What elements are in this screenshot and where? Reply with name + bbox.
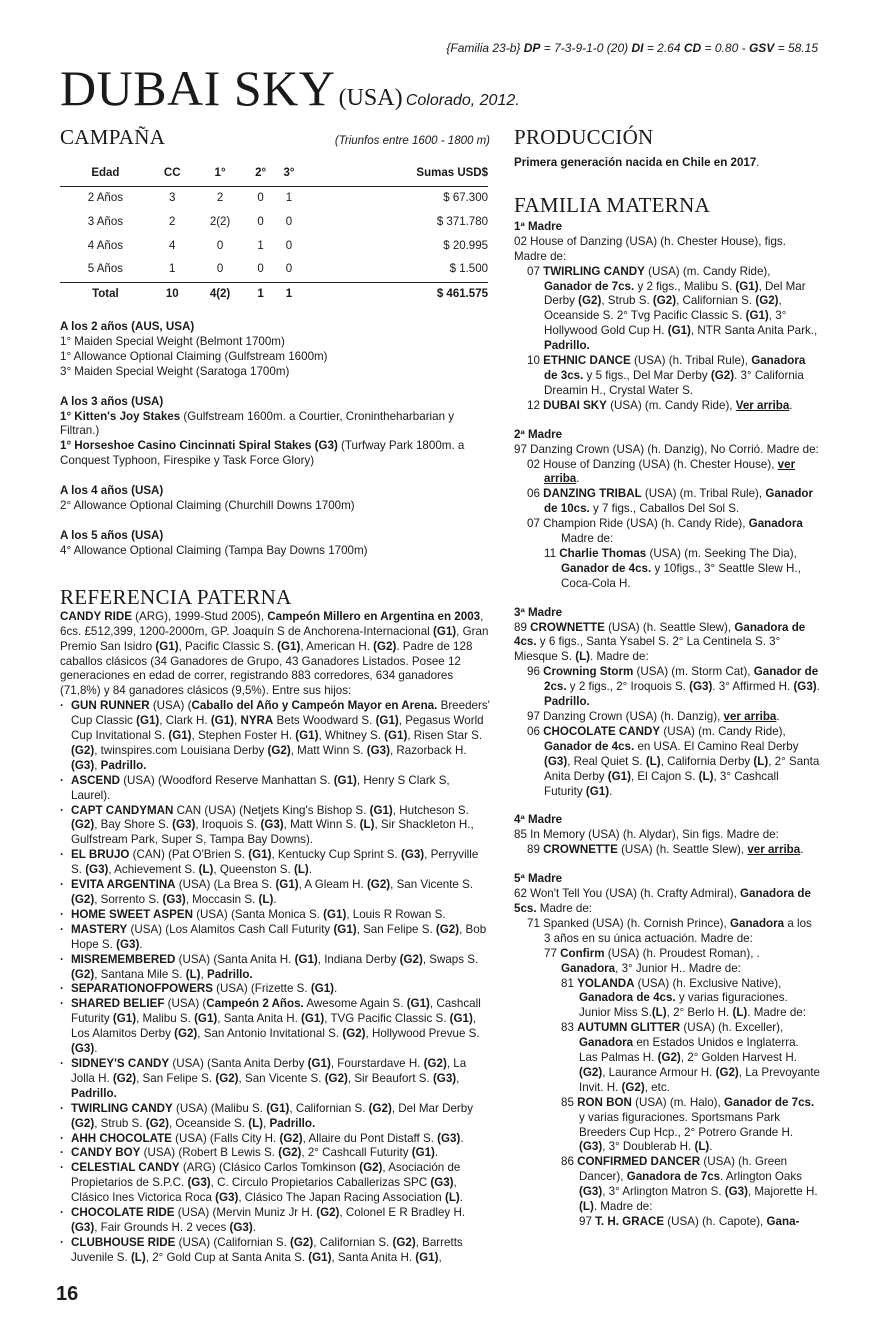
referencia-heading: REFERENCIA PATERNA xyxy=(60,584,292,609)
year-title: A los 5 años (USA) xyxy=(60,528,164,542)
madre-title: 1ª Madre xyxy=(514,219,563,233)
year-section xyxy=(60,395,490,470)
total-row xyxy=(60,282,488,306)
column-header: Edad xyxy=(91,167,120,180)
pedigree-line: 07 Champion Ride (USA) (h. Candy Ride), Ganadora xyxy=(527,517,803,531)
pedigree-line: 85 In Memory (USA) (h. Alydar), Sin figs. Madre de: xyxy=(514,828,779,842)
pedigree-line: 77 Confirm (USA) (h. Proudest Roman), . Ganadora, 3° Junior H.. Madre de: xyxy=(544,946,760,975)
familia-heading: FAMILIA MATERNA xyxy=(514,192,711,217)
madre-title: 3ª Madre xyxy=(514,605,563,619)
result-line: 1° Horseshoe Casino Cincinnati Spiral Stakes (G3) (Turfway Park 1800m. a Conquest Typhoon, Firespike y Task Force Glory) xyxy=(60,439,465,468)
sire-summary: CANDY RIDE (ARG), 1999-Stud 2005), Campeón Millero en Argentina en 2003, 6cs. £512,399, 1200-2000m, GP. Joaquín S de Anchorena-Internacional (G1), Gran Premio San Isidro (G1), Pacific Classic S. (G1), American H. (G2). Padre de 128 caballos clásicos (34 Ganadores de Grupo, 43 Ganadores Listados. Posee 12 generaciones en edad de correr, registrando 883 corredores, 634 ganadores (71,8%) y 84 ganadores clásicos (9,5%). Entre sus hijos: xyxy=(60,609,489,698)
offspring-item: · GUN RUNNER (USA) (Caballo del Año y Campeón Mayor en Arena. Breeders' Cup Classic (G1), Clark H. (G1), NYRA Bets Woodward S. (G1), Pegasus World Cup Invitational S. (G1), Stephen Foster H. (G1), Whitney S. (G1), Risen Star S. (G2), twinspires.com Louisiana Derby (G2), Matt Winn S. (G3), Razorback H. (G3), Padrillo. xyxy=(60,699,490,774)
total-cell: 10 xyxy=(165,287,179,300)
offspring-item: · MISREMEMBERED (USA) (Santa Anita H. (G1), Indiana Derby (G2), Swaps S. (G2), Santana Mile S. (L), Padrillo. xyxy=(60,953,490,983)
pedigree-line: 62 Won't Tell You (USA) (h. Crafty Admiral), Ganadora de 5cs. Madre de: xyxy=(514,887,811,915)
table-body xyxy=(60,186,488,306)
madre-section xyxy=(514,220,820,414)
table-row xyxy=(60,186,488,210)
page-title xyxy=(60,60,520,116)
total-cell: $ 461.575 xyxy=(436,287,488,300)
madre-section xyxy=(514,813,820,858)
offspring-item: · CHOCOLATE RIDE (USA) (Mervin Muniz Jr H. (G2), Colonel E R Bradley H. (G3), Fair Grounds H. 2 veces (G3). xyxy=(60,1206,490,1236)
table-cell: $ 1.500 xyxy=(449,263,488,276)
table-cell: 1 xyxy=(257,239,264,252)
table-cell: 2 xyxy=(216,191,224,204)
produccion-text: Primera generación nacida en Chile en 2017. xyxy=(514,156,760,169)
madre-section xyxy=(514,872,820,1230)
total-cell: 4(2) xyxy=(209,287,231,300)
table-cell: 2 xyxy=(169,215,176,228)
year-section xyxy=(60,484,490,514)
table-cell: 2(2) xyxy=(209,215,231,228)
offspring-item: · SEPARATIONOFPOWERS (USA) (Frizette S. (G1). xyxy=(60,982,490,997)
column-header: 1° xyxy=(214,167,226,180)
pedigree-line: 97 T. H. GRACE (USA) (h. Capote), Gana- xyxy=(579,1215,800,1228)
table-row xyxy=(60,210,488,234)
table-header-row xyxy=(60,162,488,186)
page-number: 16 xyxy=(56,1283,79,1305)
table-cell: 0 xyxy=(285,239,293,252)
offspring-item: · TWIRLING CANDY (USA) (Malibu S. (G1), Californian S. (G2), Del Mar Derby (G2), Strub S. (G2), Oceanside S. (L), Padrillo. xyxy=(60,1102,490,1132)
offspring-item: · CAPT CANDYMAN CAN (USA) (Netjets King's Bishop S. (G1), Hutcheson S. (G2), Bay Shore S. (G3), Iroquois S. (G3), Matt Winn S. (L), Sir Shackleton H., Gulfstream Park, Super S, Tampa Bay Downs). xyxy=(60,804,490,849)
result-line: 1° Allowance Optional Claiming (Gulfstream 1600m) xyxy=(60,349,328,363)
horse-origin: Colorado, 2012. xyxy=(405,92,520,109)
offspring-item: · EVITA ARGENTINA (USA) (La Brea S. (G1), A Gleam H. (G2), San Vicente S. (G2), Sorrento S. (G3), Moccasin S. (L). xyxy=(60,878,490,908)
year-title: A los 2 años (AUS, USA) xyxy=(60,320,195,333)
offspring-item: · HOME SWEET ASPEN (USA) (Santa Monica S. (G1), Louis R Rowan S. xyxy=(60,908,490,923)
offspring-item: · AHH CHOCOLATE (USA) (Falls City H. (G2), Allaire du Pont Distaff S. (G3). xyxy=(60,1132,490,1147)
madre-title: 2ª Madre xyxy=(514,427,563,441)
table-cell: 0 xyxy=(285,263,293,276)
pedigree-line: 81 YOLANDA (USA) (h. Exclusive Native), Ganadora de 4cs. y varias figuraciones. Junior Miss S.(L), 2° Berlo H. (L). Madre de: xyxy=(561,976,806,1020)
result-line: 2° Allowance Optional Claiming (Churchill Downs 1700m) xyxy=(60,499,355,513)
pedigree-line: 02 House of Danzing (USA) (h. Chester House), figs. Madre de: xyxy=(514,234,786,263)
pedigree-indices: {Familia 23-b} DP = 7-3-9-1-0 (20) DI = 2.64 CD = 0.80 - GSV = 58.15 xyxy=(446,41,818,55)
column-header: 3° xyxy=(283,167,295,180)
produccion-heading: PRODUCCIÓN xyxy=(514,125,654,149)
table-cell: $ 371.780 xyxy=(436,215,488,228)
pedigree-line: 06 CHOCOLATE CANDY (USA) (m. Candy Ride), Ganador de 4cs. en USA. El Camino Real Derby (G3), Real Quiet S. (L), California Derby (L), 2° Santa Anita Derby (G1), El Cajon S. (L), 3° Cashcall Futurity (G1). xyxy=(527,724,820,798)
pedigree-line: 11 Charlie Thomas (USA) (m. Seeking The Dia), Ganador de 4cs. y 10figs., 3° Seattle Slew H., Coca-Cola H. xyxy=(544,546,801,590)
pedigree-line: 86 CONFIRMED DANCER (USA) (h. Green Dancer), Ganadora de 7cs. Arlington Oaks (G3), 3° Arlington Matron S. (G3), Majorette H. (L). Madre de: xyxy=(561,1155,818,1214)
yearly-results xyxy=(60,320,490,559)
pedigree-line: 89 CROWNETTE (USA) (h. Seattle Slew), ver arriba. xyxy=(527,843,804,857)
table-cell: 1 xyxy=(285,191,293,204)
table-cell: 0 xyxy=(216,263,224,276)
column-header: Sumas USD$ xyxy=(416,167,488,180)
column-header: 2° xyxy=(255,167,267,180)
total-cell: 1 xyxy=(257,287,264,300)
pedigree-line: 83 AUTUMN GLITTER (USA) (h. Exceller), Ganadora en Estados Unidos e Inglaterra. Las Palmas H. (G2), 2° Golden Harvest H. (G2), Laurance Armour H. (G2), La Prevoyante Invit. H. (G2), etc. xyxy=(561,1021,821,1094)
pedigree-line: 06 DANZING TRIBAL (USA) (m. Tribal Rule), Ganador de 10cs. y 7 figs., Caballos Del Sol S. xyxy=(527,487,814,516)
table-row xyxy=(60,234,488,258)
offspring-item: · ASCEND (USA) (Woodford Reserve Manhattan S. (G1), Henry S Clark S, Laurel). xyxy=(60,774,490,804)
left-column xyxy=(60,124,490,1266)
offspring-item: · SIDNEY'S CANDY (USA) (Santa Anita Derby (G1), Fourstardave H. (G2), La Jolla H. (G2), San Felipe S. (G2), San Vicente S. (G2), Sir Beaufort S. (G3), Padrillo. xyxy=(60,1057,490,1102)
pedigree-line: 71 Spanked (USA) (h. Cornish Prince), Ganadora a los 3 años en su única actuación. Madre de: xyxy=(527,916,812,945)
pedigree-line: 97 Danzing Crown (USA) (h. Danzig), ver arriba. xyxy=(527,710,780,723)
total-cell: 1 xyxy=(285,287,293,300)
madre-section xyxy=(514,428,820,592)
result-line: 1° Maiden Special Weight (Belmont 1700m) xyxy=(60,334,285,348)
madre-title: 4ª Madre xyxy=(514,813,563,827)
offspring-item: · SHARED BELIEF (USA) (Campeón 2 Años. Awesome Again S. (G1), Cashcall Futurity (G1), Malibu S. (G1), Santa Anita H. (G1), TVG Pacific Classic S. (G1), Los Alamitos Derby (G2), San Antonio Invitational S. (G2), Hollywood Prevue S. (G3). xyxy=(60,997,490,1057)
pedigree-line: 12 DUBAI SKY (USA) (m. Candy Ride), Ver arriba. xyxy=(527,398,793,412)
right-column xyxy=(514,124,820,1230)
offspring-item: · CELESTIAL CANDY (ARG) (Clásico Carlos Tomkinson (G2), Asociación de Propietarios de S.P.C. (G3), C. Circulo Propietarios Caballerizas SPC (G3), Clásico Ines Victorica Roca (G3), Clásico The Japan Racing Association (L). xyxy=(60,1161,490,1206)
table-cell: 0 xyxy=(285,215,293,228)
table-cell: 4 Años xyxy=(87,239,123,252)
campana-header xyxy=(60,124,490,150)
year-title: A los 3 años (USA) xyxy=(60,394,164,408)
pedigree-line: Madre de: xyxy=(561,532,614,546)
pedigree-line: 96 Crowning Storm (USA) (m. Storm Cat), Ganador de 2cs. y 2 figs., 2° Iroquois S. (G3). 3° Affirmed H. (G3). Padrillo. xyxy=(527,665,820,709)
pedigree-line: 07 TWIRLING CANDY (USA) (m. Candy Ride), Ganador de 7cs. y 2 figs., Malibu S. (G1), Del Mar Derby (G2), Strub S. (G2), Californian S. (G2), Oceanside S. 2° Tvg Pacific Classic S. (G1), 3° Hollywood Gold Cup H. (G1), NTR Santa Anita Park., Padrillo. xyxy=(527,264,818,353)
offspring-item: · MASTERY (USA) (Los Alamitos Cash Call Futurity (G1), San Felipe S. (G2), Bob Hope S. (G3). xyxy=(60,923,490,953)
year-title: A los 4 años (USA) xyxy=(60,484,164,498)
campana-heading: CAMPAÑA xyxy=(60,125,166,149)
table-cell: 3 Años xyxy=(87,215,123,228)
horse-name: DUBAI SKY xyxy=(60,60,336,116)
year-section xyxy=(60,320,490,380)
pedigree-line: 89 CROWNETTE (USA) (h. Seattle Slew), Ganadora de 4cs. y 6 figs., Santa Ysabel S. 2° La Centinela S. 3° Miesque S. (L). Madre de: xyxy=(514,620,806,664)
pedigree-line: 02 House of Danzing (USA) (h. Chester House), ver arriba. xyxy=(527,457,796,486)
column-header: CC xyxy=(163,167,181,180)
table-cell: 0 xyxy=(257,263,264,276)
table-cell: 1 xyxy=(169,263,176,276)
familia-materna xyxy=(514,220,820,1230)
table-row xyxy=(60,258,488,282)
table-cell: 0 xyxy=(216,239,224,252)
table-cell: 0 xyxy=(257,215,264,228)
total-cell: Total xyxy=(92,287,119,300)
table-cell: 5 Años xyxy=(87,263,123,276)
result-line: 3° Maiden Special Weight (Saratoga 1700m) xyxy=(60,364,290,378)
pedigree-line: 97 Danzing Crown (USA) (h. Danzig), No Corrió. Madre de: xyxy=(514,442,819,456)
offspring-item: · CANDY BOY (USA) (Robert B Lewis S. (G2), 2° Cashcall Futurity (G1). xyxy=(60,1146,490,1161)
offspring-item: · CLUBHOUSE RIDE (USA) (Californian S. (G2), Californian S. (G2), Barretts Juvenile S. (L), 2° Gold Cup at Santa Anita S. (G1), Santa Anita H. (G1), xyxy=(60,1236,490,1266)
result-line: 4° Allowance Optional Claiming (Tampa Bay Downs 1700m) xyxy=(60,543,368,557)
sire-offspring-list xyxy=(60,699,490,1265)
result-line: 1° Kitten's Joy Stakes (Gulfstream 1600m. a Courtier, Cronintheharbarian y Filtran.) xyxy=(60,409,455,438)
campaign-table xyxy=(60,162,488,306)
table-cell: $ 20.995 xyxy=(443,239,488,252)
pedigree-line: 10 ETHNIC DANCE (USA) (h. Tribal Rule), Ganadora de 3cs. y 5 figs., Del Mar Derby (G2). 3° California Dreamin H., Crystal Water S. xyxy=(527,354,806,397)
offspring-item: · EL BRUJO (CAN) (Pat O'Brien S. (G1), Kentucky Cup Sprint S. (G3), Perryville S. (G3), Achievement S. (L), Queenston S. (L). xyxy=(60,848,490,878)
table-cell: 4 xyxy=(169,239,176,252)
table-cell: 3 xyxy=(169,191,176,204)
table-cell: 0 xyxy=(257,191,264,204)
campana-note: (Triunfos entre 1600 - 1800 m) xyxy=(334,135,490,147)
madre-section xyxy=(514,606,820,800)
table-cell: 2 Años xyxy=(87,191,123,204)
year-section xyxy=(60,529,490,559)
horse-country: (USA) xyxy=(338,85,403,111)
madre-title: 5ª Madre xyxy=(514,872,563,886)
table-cell: $ 67.300 xyxy=(443,191,488,204)
pedigree-line: 85 RON BON (USA) (m. Halo), Ganador de 7cs. y varias figuraciones. Sportsmans Park Breeders Cup Hcp., 2° Potrero Grande H. (G3), 3° Doublerab H. (L). xyxy=(561,1095,815,1154)
